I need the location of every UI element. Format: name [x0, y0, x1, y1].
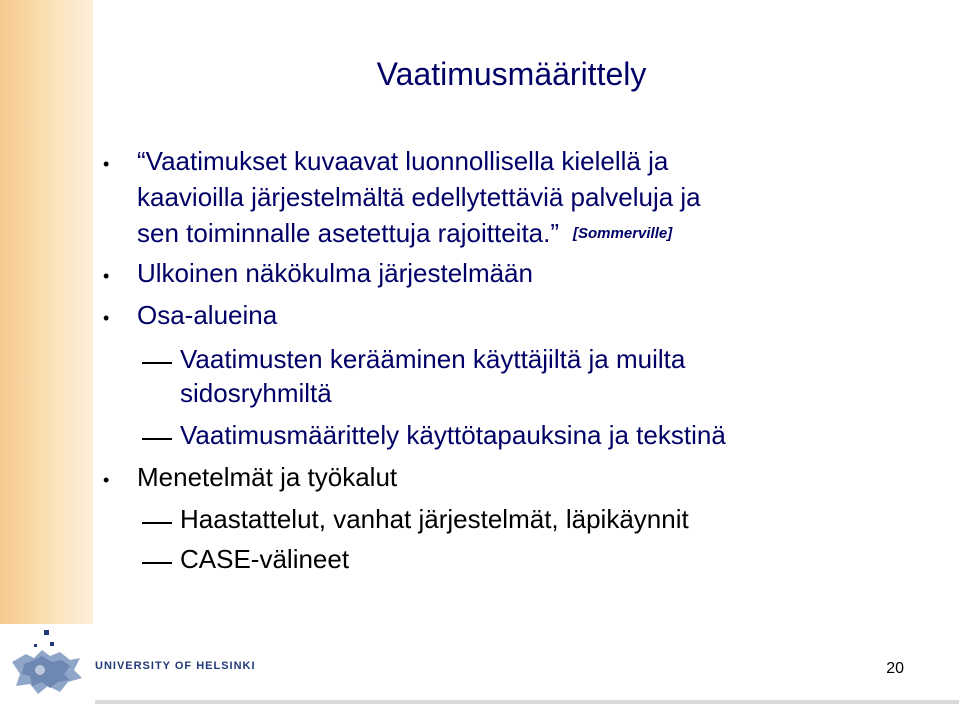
university-name: UNIVERSITY OF HELSINKI — [95, 660, 256, 672]
sub-requirements-specification: Vaatimusmäärittely käyttötapauksina ja tekstinä — [180, 420, 726, 450]
sub-requirements-gathering-2: sidosryhmiltä — [180, 378, 332, 408]
bullet-marker: • — [103, 308, 110, 328]
bullet-subareas: Osa-alueina — [137, 300, 278, 330]
quote-line-3 — [137, 218, 672, 249]
bullet-marker: • — [103, 470, 110, 490]
dash-marker — [142, 438, 172, 440]
sub-interviews: Haastattelut, vanhat järjestelmät, läpikäynnit — [180, 504, 689, 534]
bullet-marker: • — [103, 266, 110, 286]
quote-line-1: “Vaatimukset kuvaavat luonnollisella kielellä ja — [137, 146, 669, 176]
bullet-marker: • — [103, 154, 110, 174]
sub-requirements-gathering-1: Vaatimusten kerääminen käyttäjiltä ja muilta — [180, 344, 686, 374]
helsinki-university-logo-icon — [4, 628, 88, 698]
page-number: 20 — [886, 660, 904, 677]
citation: [Sommerville] — [573, 225, 673, 242]
slide-title: Vaatimusmäärittely — [376, 56, 647, 92]
bullet-external-view: Ulkoinen näkökulma järjestelmään — [137, 258, 533, 288]
dash-marker — [142, 522, 172, 524]
footer-divider — [95, 700, 959, 704]
quote-line-3-text: sen toiminnalle asetettuja rajoitteita.” — [137, 218, 560, 248]
quote-line-2: kaavioilla järjestelmältä edellytettäviä palveluja ja — [137, 182, 701, 212]
bullet-methods-tools: Menetelmät ja työkalut — [137, 462, 398, 492]
sub-case-tools: CASE-välineet — [180, 544, 350, 574]
dash-marker — [142, 362, 172, 364]
left-decorative-band — [0, 0, 93, 624]
dash-marker — [142, 562, 172, 564]
